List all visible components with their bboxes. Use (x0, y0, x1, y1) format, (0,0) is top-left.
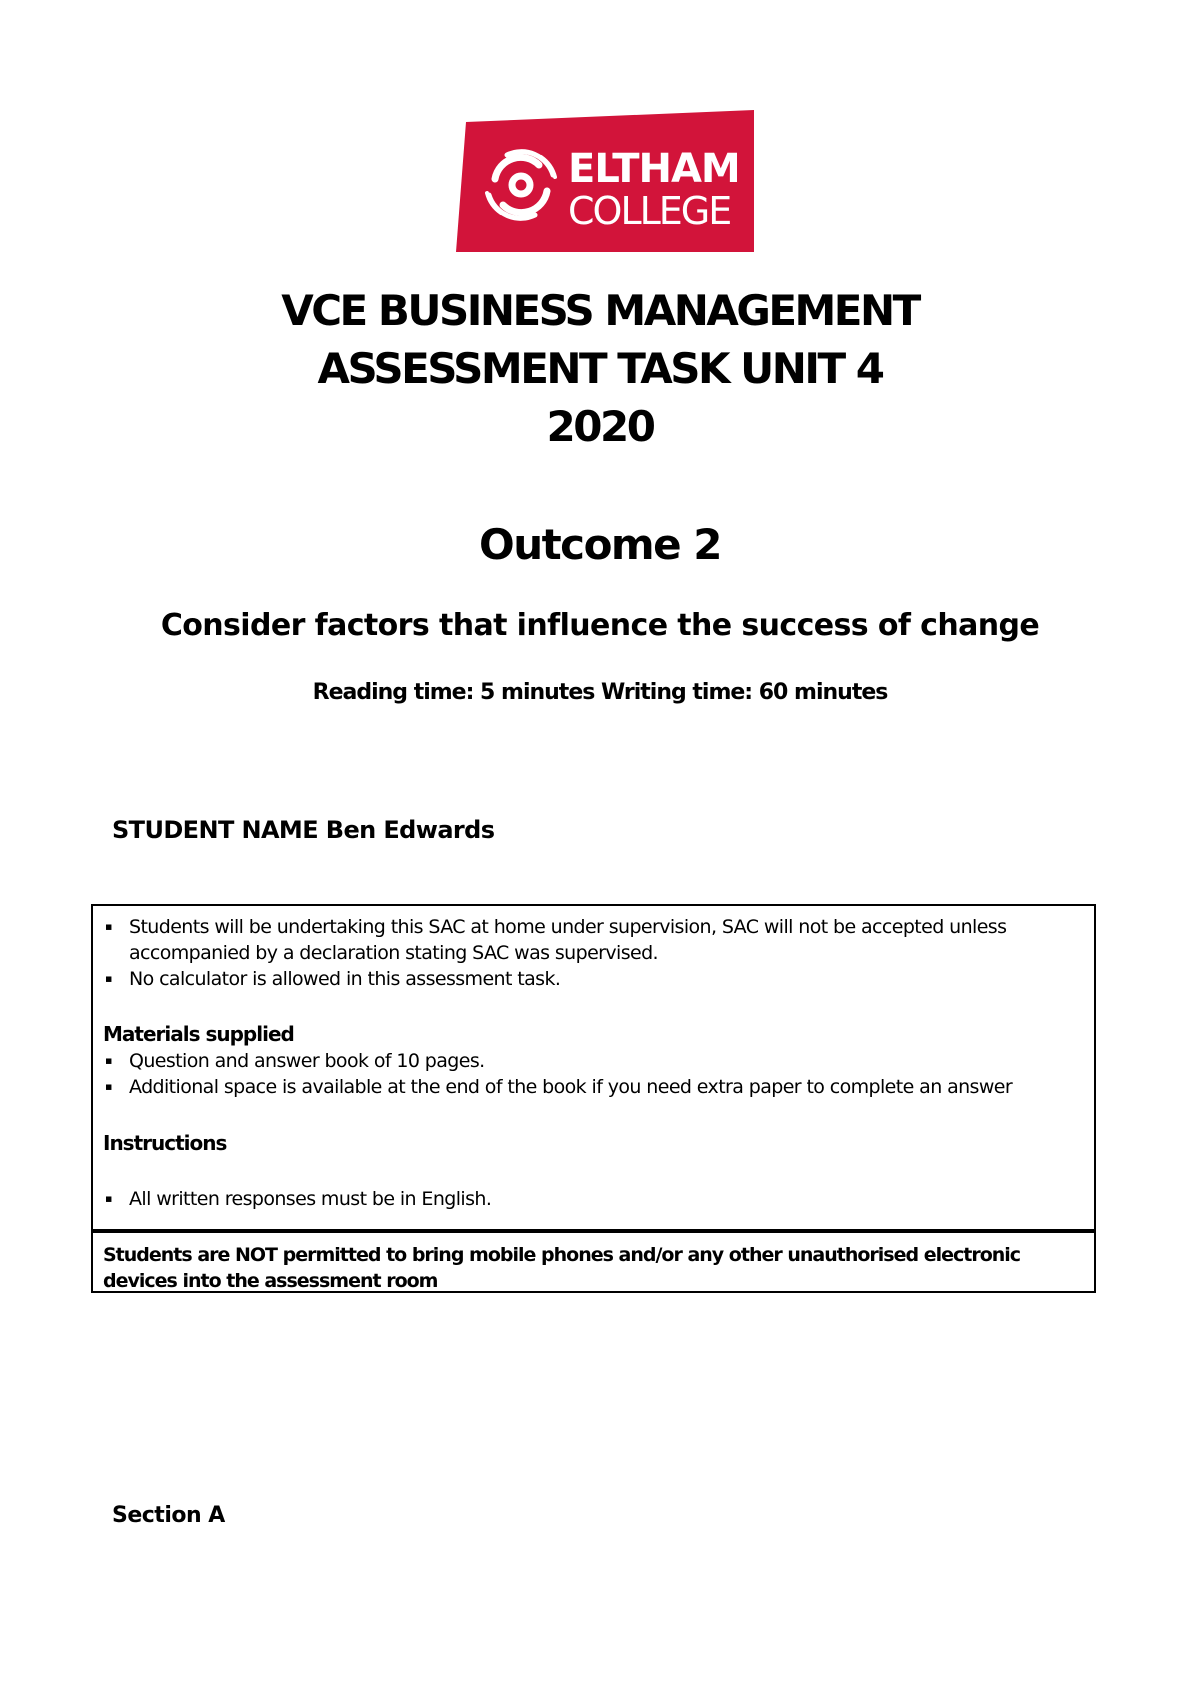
student-name: STUDENT NAME Ben Edwards (112, 816, 495, 844)
instructions-heading: Instructions (103, 1131, 227, 1155)
info-box (91, 904, 1096, 1229)
title-line-3: 2020 (546, 402, 654, 451)
list-item: ▪ All written responses must be in English. (93, 1186, 1083, 1212)
list-item: ▪ No calculator is allowed in this assessment task. (93, 966, 1083, 992)
device-warning: Students are NOT permitted to bring mobile phones and/or any other unauthorised electronic devices into the assessment room (91, 1229, 1096, 1293)
outcome-subtitle: Consider factors that influence the success of change (160, 608, 1040, 643)
document-title (0, 282, 1200, 456)
eltham-college-logo (456, 110, 754, 252)
general-notes-list (93, 914, 1083, 992)
list-item: ▪ Question and answer book of 10 pages. (93, 1048, 1083, 1074)
materials-list (93, 1048, 1083, 1100)
instructions-list (93, 1186, 1083, 1212)
title-line-1: VCE BUSINESS MANAGEMENT (281, 286, 919, 335)
outcome-heading: Outcome 2 (478, 520, 722, 569)
time-allowance: Reading time: 5 minutes Writing time: 60 minutes (312, 680, 888, 705)
list-item: ▪ Students will be undertaking this SAC at home under supervision, SAC will not be accepted unless accompanied by a declaration stating SAC was supervised. (93, 914, 1083, 966)
title-line-2: ASSESSMENT TASK UNIT 4 (317, 344, 883, 393)
section-heading: Section A (112, 1503, 225, 1528)
logo-line2: COLLEGE (568, 189, 731, 233)
materials-heading: Materials supplied (103, 1022, 294, 1046)
logo-line1: ELTHAM (568, 146, 740, 192)
list-item: ▪ Additional space is available at the end of the book if you need extra paper to complete an answer (93, 1074, 1083, 1100)
